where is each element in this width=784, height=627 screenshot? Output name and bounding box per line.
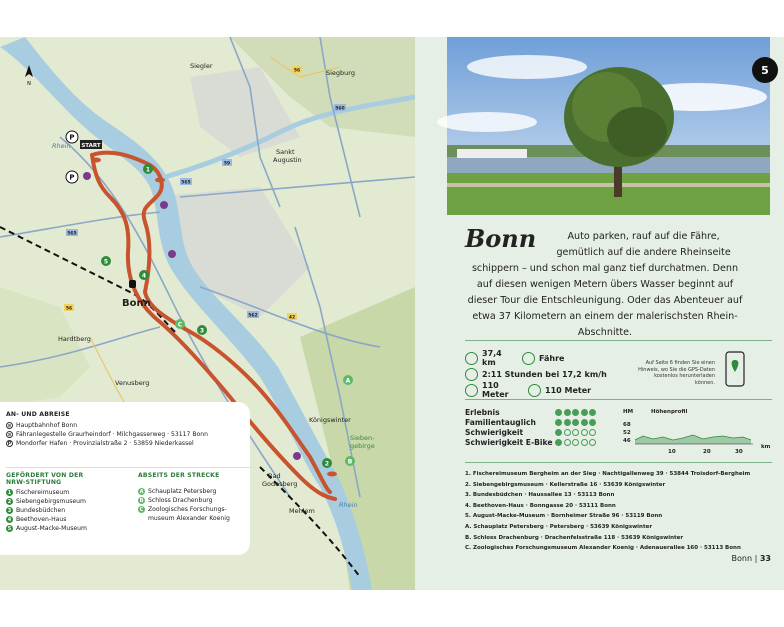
poi-item: 5. August-Macke-Museum · Bornheimer Straße 96 · 53119 Bonn bbox=[465, 513, 663, 520]
rating-circle-filled bbox=[572, 409, 579, 416]
poi-item: C. Zoologisches Forschungsmuseum Alexander Koenig · Adenauerallee 160 · 53113 Bonn bbox=[465, 545, 741, 552]
place-siebengebirge-2: gebirge bbox=[350, 442, 375, 450]
legend-funded-item: 2 Siebengebirgsmuseum bbox=[7, 498, 86, 505]
svg-text:5: 5 bbox=[103, 258, 109, 266]
divider bbox=[465, 340, 772, 341]
city-title: Bonn bbox=[465, 224, 537, 253]
divider bbox=[465, 462, 772, 463]
ratings bbox=[465, 407, 596, 447]
road-number: 59 bbox=[223, 161, 231, 167]
rating-circle-empty bbox=[589, 439, 596, 446]
parking-icon-1: P bbox=[69, 133, 75, 142]
clock-icon bbox=[465, 368, 478, 381]
rating-circle-empty bbox=[564, 439, 571, 446]
rating-row: Erlebnis bbox=[465, 407, 596, 417]
rating-circle-filled bbox=[572, 419, 579, 426]
svg-text:N: N bbox=[27, 81, 31, 87]
legend-funded-item: 1 Fischereimuseum bbox=[7, 489, 70, 496]
smartphone-icon bbox=[722, 350, 750, 390]
rating-circle-filled bbox=[589, 409, 596, 416]
legend-travel-item: ⊙ Hauptbahnhof Bonn bbox=[7, 422, 78, 429]
svg-text:A: A bbox=[345, 377, 351, 385]
rating-circle-filled bbox=[564, 419, 571, 426]
poi-list bbox=[465, 469, 770, 554]
poi-item: B. Schloss Drachenburg · Drachenfelsstraße 118 · 53639 Königswinter bbox=[465, 534, 684, 541]
profile-ytick: 46 bbox=[623, 438, 631, 444]
gps-note: Auf Seite 6 finden Sie einen Hinweis, wo Sie die GPS-Daten kostenlos herunterladen können. bbox=[638, 360, 715, 386]
train-icon bbox=[129, 280, 136, 288]
bike-icon bbox=[465, 352, 478, 365]
river-label-north: Rhein bbox=[52, 142, 71, 150]
road-number: 560 bbox=[335, 106, 345, 112]
place-koenigswinter: Königswinter bbox=[309, 416, 351, 424]
road-number: 565 bbox=[181, 180, 191, 186]
road-number: 56 bbox=[293, 68, 301, 74]
rating-circle-empty bbox=[589, 429, 596, 436]
profile-xtick: 20 bbox=[703, 449, 711, 455]
train-icon: ⊙ bbox=[7, 422, 12, 429]
poi-item: A. Schauplatz Petersberg · Petersberg · 53639 Königswinter bbox=[465, 523, 653, 530]
road-number: 42 bbox=[288, 315, 296, 321]
ferry-icon: ⊙ bbox=[7, 431, 12, 438]
svg-text:C: C bbox=[177, 321, 183, 329]
footer-city: Bonn bbox=[731, 554, 753, 563]
map-legend bbox=[0, 402, 250, 555]
parking-icon: P bbox=[7, 440, 12, 447]
rating-circle-empty bbox=[572, 429, 579, 436]
legend-offroute-item: C Zoologisches Forschungs- bbox=[139, 506, 227, 513]
ascent-icon bbox=[465, 384, 478, 397]
rating-row: Familientauglich bbox=[465, 417, 596, 427]
rating-circle-filled bbox=[555, 429, 562, 436]
profile-ytick: 68 bbox=[623, 422, 631, 428]
descent-icon bbox=[528, 384, 541, 397]
rating-circle-filled bbox=[581, 409, 588, 416]
legend-travel-title: AN- UND ABREISE bbox=[6, 411, 70, 418]
legend-offroute-title: ABSEITS DER STRECKE bbox=[138, 472, 220, 479]
svg-text:1: 1 bbox=[145, 166, 151, 174]
stat-row: 37,4 km Fähre bbox=[465, 350, 607, 366]
profile-ylabel: HM bbox=[623, 409, 634, 415]
legend-funded-item: 5 August-Macke-Museum bbox=[7, 525, 87, 532]
place-hardtberg: Hardtberg bbox=[58, 335, 91, 343]
intro-body: Auto parken, rauf auf die Fähre, gemütlich auf die andere Rheinseite schippern – und schon mal ganz tief durchatmen. Denn auf diesen wenigen Metern übers Wasser beginnt auf dieser Tour die Entschleunigung. Oder das Abenteuer auf etwa 37 Kilometern an einem der malerischsten Rhein-Abschnitte. bbox=[467, 231, 743, 338]
profile-xtick: 30 bbox=[735, 449, 743, 455]
rating-row: Schwierigkeit bbox=[465, 427, 596, 437]
place-bad-godesberg-2: Godesberg bbox=[262, 480, 298, 488]
stat-row: 2:11 Stunden bei 17,2 km/h bbox=[465, 366, 607, 382]
legend-offroute-item-cont: museum Alexander Koenig bbox=[148, 515, 230, 522]
legend-funded-item: 3 Bundesbüdchen bbox=[7, 507, 66, 514]
svg-text:4: 4 bbox=[141, 272, 147, 280]
road-number: 56 bbox=[65, 306, 73, 312]
rating-circle-empty bbox=[581, 429, 588, 436]
profile-xunit: km bbox=[761, 444, 771, 450]
svg-text:2: 2 bbox=[324, 460, 330, 468]
tour-number-badge: 5 bbox=[752, 57, 778, 83]
rating-circle-filled bbox=[555, 409, 562, 416]
poi-item: 3. Bundesbüdchen · Haussallee 13 · 53113 Bonn bbox=[465, 492, 615, 499]
legend-travel-item: ⊙ Fähranlegestelle Graurheindorf · Milchgasserweg · 53117 Bonn bbox=[7, 431, 208, 438]
landscape-photo bbox=[447, 37, 770, 215]
place-siebengebirge-1: Sieben- bbox=[350, 434, 375, 442]
svg-text:3: 3 bbox=[199, 327, 205, 335]
rating-circle-empty bbox=[572, 439, 579, 446]
poi-item: 4. Beethoven-Haus · Bonngasse 20 · 53111 Bonn bbox=[465, 502, 616, 509]
tour-stats bbox=[465, 350, 607, 398]
poi-item: 2. Siebengebirgsmuseum · Kellerstraße 16 · 53639 Königswinter bbox=[465, 481, 666, 488]
profile-ytick: 52 bbox=[623, 430, 631, 436]
legend-funded-title-2: NRW-STIFTUNG bbox=[6, 479, 62, 486]
rating-circle-empty bbox=[564, 429, 571, 436]
rating-circle-filled bbox=[564, 409, 571, 416]
road-number: 565 bbox=[67, 231, 77, 237]
divider bbox=[465, 399, 772, 400]
rating-circle-filled bbox=[589, 419, 596, 426]
legend-offroute-item: A Schauplatz Petersberg bbox=[139, 488, 217, 495]
stat-row: 110 Meter 110 Meter bbox=[465, 382, 607, 398]
ferry-icon bbox=[522, 352, 535, 365]
parking-icon-2: P bbox=[69, 173, 75, 182]
page-number: 33 bbox=[759, 554, 771, 563]
legend-funded-title-1: GEFÖRDERT VON DER bbox=[6, 472, 84, 479]
elevation-profile bbox=[623, 406, 771, 478]
place-venusberg: Venusberg bbox=[115, 379, 150, 387]
place-mehlem: Mehlem bbox=[289, 507, 315, 515]
poi-item: 1. Fischereimuseum Bergheim an der Sieg · Nachtigallenweg 39 · 53844 Troisdorf-Bergheim bbox=[465, 471, 751, 477]
map-page bbox=[0, 37, 415, 590]
legend-travel-item: P Mondorfer Hafen · Provinzialstraße 2 · 53859 Niederkassel bbox=[7, 440, 194, 447]
place-sankt-augustin-2: Augustin bbox=[273, 156, 302, 164]
road-number: 562 bbox=[248, 313, 258, 319]
legend-offroute-item: B Schloss Drachenburg bbox=[139, 497, 213, 504]
river-label-south: Rhein bbox=[339, 501, 358, 509]
rating-circle-filled bbox=[555, 439, 562, 446]
rating-circle-empty bbox=[581, 439, 588, 446]
rating-circle-filled bbox=[555, 419, 562, 426]
start-label: START bbox=[81, 143, 101, 149]
rating-row: Schwierigkeit E-Bike bbox=[465, 437, 596, 447]
place-siegburg: Siegburg bbox=[326, 69, 355, 77]
profile-title: Höhenprofil bbox=[651, 409, 688, 415]
text-page bbox=[415, 37, 784, 590]
page-footer: Bonn | 33 bbox=[731, 554, 771, 563]
svg-text:B: B bbox=[347, 458, 353, 466]
intro-text bbox=[465, 224, 745, 341]
place-bad-godesberg-1: Bad bbox=[268, 472, 281, 480]
legend-funded-item: 4 Beethoven-Haus bbox=[7, 516, 67, 523]
place-bonn: Bonn bbox=[122, 298, 151, 309]
place-sankt-augustin-1: Sankt bbox=[276, 148, 295, 156]
profile-xtick: 10 bbox=[668, 449, 676, 455]
place-siegler: Siegler bbox=[190, 62, 213, 70]
rating-circle-filled bbox=[581, 419, 588, 426]
